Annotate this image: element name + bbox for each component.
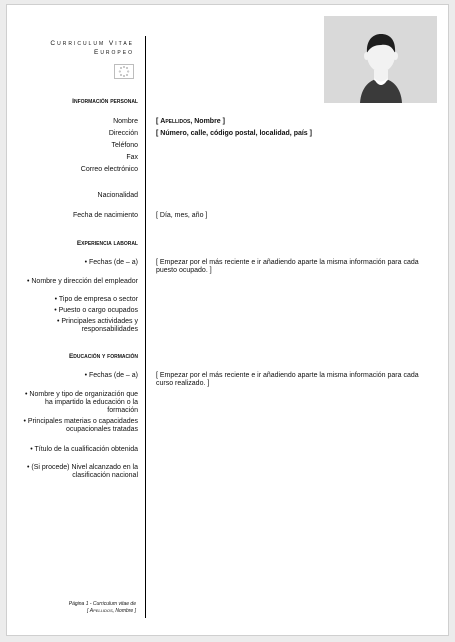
label-edu-qualification: • Título de la cualificación obtenida bbox=[30, 446, 138, 453]
column-divider bbox=[145, 36, 146, 618]
value-edu-dates: [ Empezar por el más reciente e ir añadiendo aparte la misma información para cada curso realizado. ] bbox=[156, 372, 419, 387]
label-fax: Fax bbox=[126, 154, 138, 161]
label-edu-level: • (Si procede) Nivel alcanzado en la clasificación nacional bbox=[26, 464, 138, 479]
label-name: Nombre bbox=[113, 118, 138, 125]
value-name-open: [ bbox=[156, 118, 161, 125]
footer-line1: Página 1 - Curriculum vitae de bbox=[68, 601, 136, 607]
footer-line2-open: [ bbox=[86, 608, 90, 614]
footer-line2 bbox=[30, 608, 136, 615]
value-address: [ Número, calle, código postal, localidad, país ] bbox=[156, 130, 312, 137]
section-personal-info: Información personal bbox=[72, 98, 138, 105]
cv-title-line2: Europeo bbox=[93, 49, 134, 56]
label-email: Correo electrónico bbox=[80, 166, 138, 173]
eu-flag-icon bbox=[114, 64, 134, 79]
value-name bbox=[156, 118, 426, 126]
footer-line2-rest: , Nombre ] bbox=[112, 608, 136, 614]
page-footer bbox=[30, 601, 136, 615]
label-exp-activities: • Principales actividades y responsabilidades bbox=[56, 318, 138, 333]
label-exp-dates: • Fechas (de – a) bbox=[84, 259, 138, 266]
section-education: Educación y formación bbox=[68, 353, 138, 360]
profile-photo bbox=[324, 16, 437, 103]
label-address: Dirección bbox=[108, 130, 138, 137]
label-nationality: Nacionalidad bbox=[97, 192, 138, 199]
value-birth-date: [ Día, mes, año ] bbox=[156, 212, 208, 219]
value-name-surnames: Apellidos bbox=[160, 118, 191, 125]
label-exp-employer: • Nombre y dirección del empleador bbox=[26, 278, 138, 285]
label-exp-business-type: • Tipo de empresa o sector bbox=[54, 296, 138, 303]
label-exp-position: • Puesto o cargo ocupados bbox=[54, 307, 138, 314]
section-experience: Experiencia laboral bbox=[76, 240, 138, 247]
cv-title bbox=[30, 39, 134, 57]
label-phone: Teléfono bbox=[111, 142, 138, 149]
label-edu-organization: • Nombre y tipo de organización que ha impartido la educación o la formación bbox=[25, 391, 138, 414]
label-birth-date: Fecha de nacimiento bbox=[73, 212, 138, 219]
label-edu-dates: • Fechas (de – a) bbox=[84, 372, 138, 379]
cv-title-line1: Curriculum Vitae bbox=[50, 40, 134, 47]
footer-line2-surnames: Apellidos bbox=[89, 608, 113, 614]
label-edu-subjects: • Principales materias o capacidades ocupacionales tratadas bbox=[23, 418, 138, 433]
value-name-rest: , Nombre ] bbox=[190, 118, 225, 125]
value-exp-dates: [ Empezar por el más reciente e ir añadiendo aparte la misma información para cada puesto ocupado. ] bbox=[156, 259, 419, 274]
